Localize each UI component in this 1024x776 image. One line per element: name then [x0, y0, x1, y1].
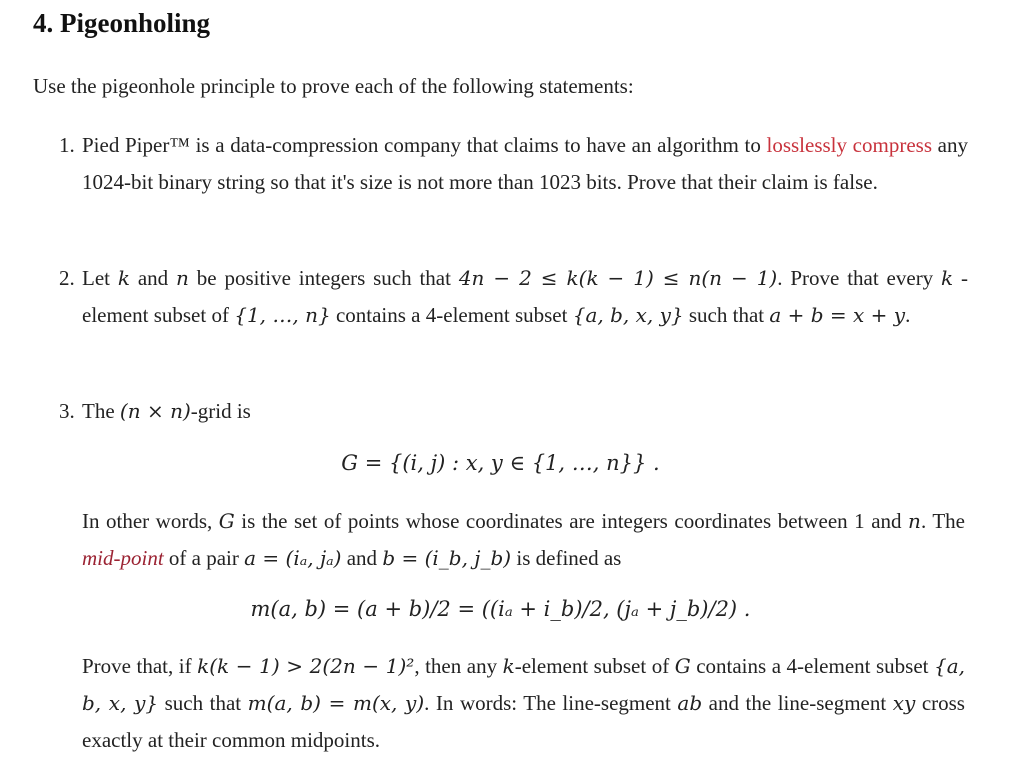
item-text: contains a 4-element subset [330, 303, 573, 327]
item-text: -element subset of [514, 654, 675, 678]
list-item-2 [59, 260, 968, 334]
math: k [502, 654, 515, 678]
math: G [674, 654, 691, 678]
item-text: such that [158, 691, 248, 715]
item-text: be positive integers such that [188, 266, 459, 290]
math-set: {a, b, x, y} [82, 654, 966, 715]
item-number: 1. [59, 133, 75, 157]
item-text: any 1024-bit binary string so that it's size is not more than 1023 bits. Prove that their claim is false. [82, 133, 968, 194]
math-equation: m(a, b) = m(x, y) [247, 691, 425, 715]
item-text: is defined as [511, 546, 622, 570]
section-heading: 4. Pigeonholing [33, 8, 211, 38]
item-text: . [905, 303, 911, 327]
math-inequality: 4n − 2 ≤ k(k − 1) ≤ n(n − 1) [458, 266, 778, 290]
math: k [117, 266, 130, 290]
intro-text: Use the pigeonhole principle to prove each of the following statements: [33, 74, 634, 98]
math: G [218, 509, 235, 533]
math-set: {a, b, x, y} [572, 303, 684, 327]
item-text: , then any [414, 654, 503, 678]
math: a = (iₐ, jₐ) [244, 546, 342, 570]
item-text: -element subset of [82, 266, 969, 327]
math-set: {1, …, n} [234, 303, 331, 327]
math: n [908, 509, 921, 533]
item-text: . Prove that every [777, 266, 942, 290]
math: (n × n) [119, 399, 191, 423]
item-body [82, 127, 968, 201]
item-text: cross exactly at their common midpoints. [82, 691, 965, 752]
item-number: 3. [59, 399, 75, 423]
item-text: contains a 4-element subset [690, 654, 934, 678]
item-body [82, 393, 968, 430]
list-item-1 [59, 127, 968, 201]
item-text: and [129, 266, 177, 290]
midpoint-term: mid-point [82, 546, 164, 570]
midpoint-formula: m(a, b) = (a + b)/2 = ((iₐ + i_b)/2, (jₐ + j_b)/2) . [250, 597, 751, 621]
item-text: is the set of points whose coordinates are integers coordinates between 1 and [234, 509, 909, 533]
grid-definition-formula: G = {(i, j) : x, y ∈ {1, …, n}} . [341, 451, 660, 475]
math: n [176, 266, 189, 290]
item-text: Prove that, if [82, 654, 198, 678]
item-number: 2. [59, 266, 75, 290]
math-condition: k(k − 1) > 2(2n − 1)² [197, 654, 415, 678]
proof-statement-paragraph [82, 648, 965, 759]
lossless-compression-link[interactable]: losslessly compress [766, 133, 932, 157]
item-text: . In words: The line-segment [424, 691, 678, 715]
grid-explanation-paragraph [82, 503, 965, 577]
math: k [941, 266, 954, 290]
item-text: In other words, [82, 509, 219, 533]
math: b = (i_b, j_b) [382, 546, 512, 570]
item-text: . The [920, 509, 965, 533]
item-text: The [82, 399, 120, 423]
math: xy [892, 691, 916, 715]
item-text: Pied Piper™ is a data-compression company that claims to have an algorithm to [82, 133, 767, 157]
list-item-3 [59, 393, 968, 430]
item-body [82, 260, 968, 334]
math-equation: a + b = x + y [769, 303, 906, 327]
item-text: and [341, 546, 383, 570]
item-text: Let [82, 266, 118, 290]
item-text: and the line-segment [702, 691, 893, 715]
item-text: of a pair [163, 546, 245, 570]
item-text: -grid is [190, 399, 251, 423]
math: ab [677, 691, 703, 715]
item-text: such that [683, 303, 770, 327]
